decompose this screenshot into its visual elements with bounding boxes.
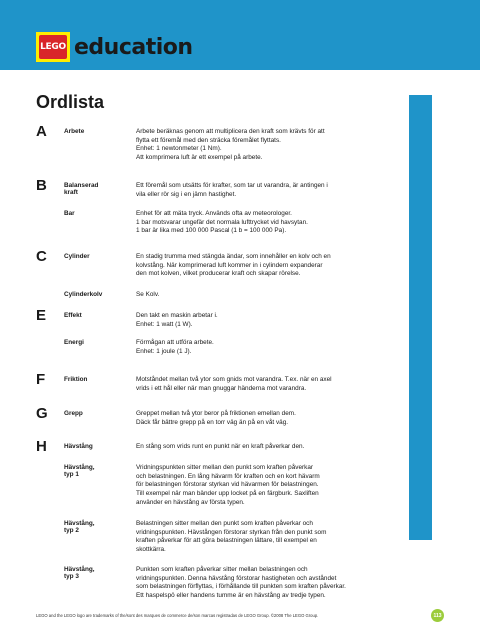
section-letter: F xyxy=(36,371,46,388)
definition-line: vridningspunkten. Denna hävstång förstorar hastigheten och avståndet xyxy=(136,574,337,582)
definition-line: Enhet: 1 watt (1 W). xyxy=(136,320,193,328)
glossary-definition xyxy=(136,210,408,236)
glossary-term: Friktion xyxy=(64,376,88,383)
definition-line: 1 bar motsvarar ungefär det normala lufttrycket vid havsytan. xyxy=(136,218,308,226)
definition-line: Enhet: 1 joule (1 J). xyxy=(136,347,192,355)
glossary-definition xyxy=(136,339,408,356)
glossary-term: Grepp xyxy=(64,410,83,417)
section-letter: G xyxy=(36,405,48,422)
definition-line: vila eller rör sig i en jämn hastighet. xyxy=(136,190,237,198)
section-letter: B xyxy=(36,177,47,194)
definition-line: den mot kolven, vilket producerar kraft och skapar rörelse. xyxy=(136,270,301,278)
glossary-term: Energi xyxy=(64,339,84,346)
definition-line: Greppet mellan två ytor beror på friktionen emellan dem. xyxy=(136,410,296,417)
footer-trademark: LEGO and the LEGO logo are trademarks of the/sont des marques de commerce de/son marcas registradas de LEGO Group. ©2008 The LEGO Group. xyxy=(36,613,319,618)
definition-line: Att komprimera luft är ett exempel på arbete. xyxy=(136,154,263,162)
glossary-definition xyxy=(136,464,408,508)
header-bar xyxy=(0,0,480,70)
definition-line: Vridningspunkten sitter mellan den punkt som kraften påverkar xyxy=(136,464,314,471)
side-accent-bar xyxy=(409,95,432,540)
definition-line: Enhet: 1 newtonmeter (1 Nm). xyxy=(136,145,222,153)
lego-education-logo xyxy=(36,32,193,62)
definition-line: Däck får bättre grepp på en torr väg än på en våt väg. xyxy=(136,418,289,426)
glossary-term: Hävstång, typ 1 xyxy=(64,464,95,478)
glossary-definition xyxy=(136,253,408,279)
glossary-definition xyxy=(136,443,408,452)
definition-line: Punkten som kraften påverkar sitter mellan belastningen och xyxy=(136,566,308,573)
page-title: Ordlista xyxy=(36,92,105,112)
definition-line: Belastningen sitter mellan den punkt som kraften påverkar och xyxy=(136,520,313,527)
definition-line: kraften påverkar för att göra belastningen lättare, till exempel en xyxy=(136,537,317,545)
glossary-definition xyxy=(136,312,408,329)
definition-line: Arbete beräknas genom att multiplicera den kraft som krävts för att xyxy=(136,128,325,135)
definition-line: vrids i ett hål eller när man gnuggar händerna mot varandra. xyxy=(136,384,307,392)
brand-text: education xyxy=(74,34,193,60)
glossary-definition xyxy=(136,182,408,199)
definition-line: flytta ett föremål med den sträcka föremålet flyttats. xyxy=(136,136,281,144)
page-number-badge: 113 xyxy=(431,609,444,622)
glossary-term: Arbete xyxy=(64,128,85,135)
section-letter: A xyxy=(36,123,47,140)
definition-line: skottkärra. xyxy=(136,546,166,554)
glossary-definition xyxy=(136,520,408,555)
definition-line: använder en hävstång av första typen. xyxy=(136,498,245,506)
glossary-term: Balanserad kraft xyxy=(64,182,99,196)
section-letter: C xyxy=(36,248,47,265)
glossary-term: Hävstång, typ 3 xyxy=(64,566,95,580)
definition-line: Enhet för att mäta tryck. Används ofta av meteorologer. xyxy=(136,210,292,217)
glossary-term: Bar xyxy=(64,210,75,217)
glossary-definition xyxy=(136,566,408,601)
glossary-term: Effekt xyxy=(64,312,82,319)
glossary-definition xyxy=(136,291,408,300)
lego-logo-text: LEGO xyxy=(39,35,67,59)
glossary-definition xyxy=(136,376,408,393)
glossary-term: Hävstång xyxy=(64,443,93,450)
definition-line: Förmågan att utföra arbete. xyxy=(136,339,214,346)
lego-logo-icon xyxy=(36,32,70,62)
definition-line: för belastningen förstorar styrkan vid hävarmen för belastningen. xyxy=(136,481,319,489)
glossary-definition xyxy=(136,128,408,163)
glossary-term: Cylinderkolv xyxy=(64,291,103,298)
definition-line: Motståndet mellan två ytor som gnids mot varandra. T.ex. när en axel xyxy=(136,376,332,383)
definition-line: 1 bar är lika med 100 000 Pascal (1 b = 100 000 Pa). xyxy=(136,227,287,235)
section-letter: E xyxy=(36,307,47,324)
glossary-term: Hävstång, typ 2 xyxy=(64,520,95,534)
definition-line: kolvstång. När komprimerad luft kommer in i cylindern expanderar xyxy=(136,261,323,269)
definition-line: En stadig trumma med stängda ändar, som innehåller en kolv och en xyxy=(136,253,331,260)
definition-line: Se Kolv. xyxy=(136,291,160,298)
definition-line: En stång som vrids runt en punkt när en kraft påverkar den. xyxy=(136,443,305,450)
definition-line: Ett haspelspö eller handens tumme är en hävstång av tredje typen. xyxy=(136,592,326,600)
definition-line: och belastningen. En lång hävarm för kraften och en kort hävarm xyxy=(136,472,320,480)
definition-line: Till exempel när man bänder upp locket på en färgburk. Saxliften xyxy=(136,490,319,498)
glossary-definition xyxy=(136,410,408,427)
section-letter: H xyxy=(36,438,47,455)
definition-line: Den takt en maskin arbetar i. xyxy=(136,312,218,319)
definition-line: Ett föremål som utsätts för krafter, som tar ut varandra, är antingen i xyxy=(136,182,328,189)
definition-line: som belastningen förflyttas, i förhållande till punkten som kraften påverkar. xyxy=(136,583,346,591)
definition-line: vridningspunkten. Hävstången förstorar styrkan från den punkt som xyxy=(136,528,327,536)
glossary-term: Cylinder xyxy=(64,253,90,260)
